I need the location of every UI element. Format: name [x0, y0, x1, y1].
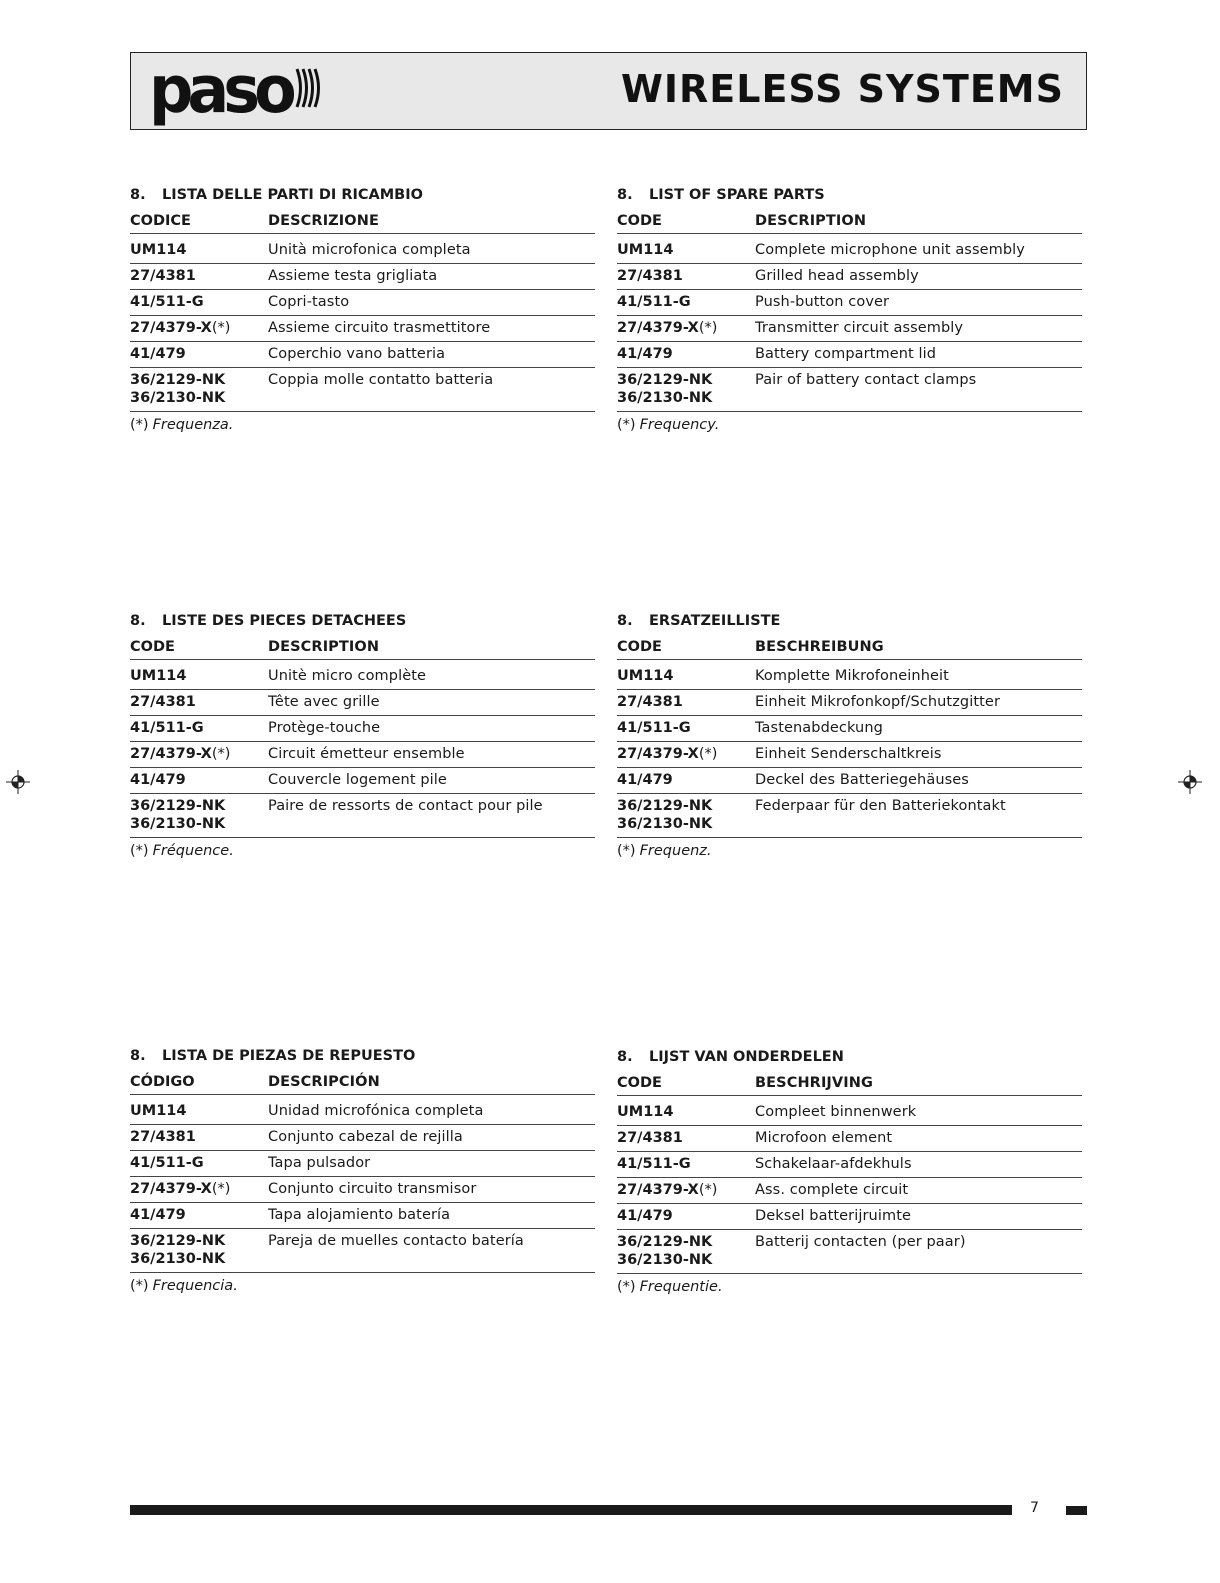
table-row — [617, 1152, 1082, 1178]
footnote-mark: (*) — [617, 1279, 636, 1295]
section-title — [130, 1045, 595, 1067]
description-cell: Tête avec grille — [268, 694, 380, 710]
footnote-mark: (*) — [617, 417, 636, 433]
code-cell — [617, 797, 755, 833]
part-code: 36/2129-NK — [130, 798, 226, 814]
description-cell: Unitè micro complète — [268, 668, 427, 684]
part-code: 41/511-G — [130, 1155, 204, 1171]
section-title-text: LISTE DES PIECES DETACHEES — [162, 613, 407, 629]
part-code: 27/4379-X — [617, 1182, 699, 1198]
code-cell — [617, 267, 755, 285]
footnote-text: Fréquence. — [152, 843, 234, 859]
column-header-code: CODE — [617, 213, 662, 229]
section-number: 8. — [130, 187, 146, 203]
code-cell — [617, 1207, 755, 1225]
part-code: 27/4379-X — [130, 746, 212, 762]
code-cell — [130, 241, 268, 259]
part-code: 36/2129-NK — [617, 798, 713, 814]
part-code: 36/2129-NK — [617, 372, 713, 388]
frequency-marker: (*) — [211, 746, 231, 762]
table-header — [130, 636, 595, 660]
part-code: 27/4381 — [130, 1129, 196, 1145]
code-cell — [617, 345, 755, 363]
description-cell: Deksel batterijruimte — [755, 1208, 912, 1224]
section-number: 8. — [617, 187, 633, 203]
description-cell: Pair of battery contact clamps — [755, 372, 977, 388]
description-cell: Microfoon element — [755, 1130, 893, 1146]
part-code: 41/511-G — [130, 720, 204, 736]
footnote-text: Frequenza. — [152, 417, 234, 433]
description-cell: Tastenabdeckung — [755, 720, 883, 736]
part-code-secondary: 36/2130-NK — [617, 390, 713, 406]
code-cell — [130, 267, 268, 285]
code-cell — [617, 667, 755, 685]
column-header-code: CÓDIGO — [130, 1074, 195, 1090]
part-code: 36/2129-NK — [130, 372, 226, 388]
code-cell — [130, 293, 268, 311]
spare-parts-section — [617, 184, 1082, 434]
section-number: 8. — [617, 613, 633, 629]
table-row — [617, 1126, 1082, 1152]
column-header-description: BESCHREIBUNG — [755, 639, 884, 655]
table-row — [130, 316, 595, 342]
logo-wordmark: paso — [149, 51, 291, 128]
code-cell — [617, 745, 755, 763]
table-row — [617, 690, 1082, 716]
part-code: 41/479 — [130, 772, 186, 788]
column-header-code: CODE — [130, 639, 175, 655]
description-cell: Conjunto cabezal de rejilla — [268, 1129, 463, 1145]
footnote-mark: (*) — [130, 843, 149, 859]
table-row — [617, 794, 1082, 838]
footer-bar — [130, 1505, 1012, 1515]
footnote-text: Frequencia. — [152, 1278, 238, 1294]
part-code: 41/511-G — [617, 1156, 691, 1172]
table-row — [130, 290, 595, 316]
footnote-text: Frequency. — [639, 417, 720, 433]
table-row — [130, 1151, 595, 1177]
footnote — [130, 1277, 595, 1295]
table-row — [130, 742, 595, 768]
table-row — [130, 716, 595, 742]
column-header-description: DESCRIZIONE — [268, 213, 379, 229]
description-cell: Coppia molle contatto batteria — [268, 372, 494, 388]
part-code: 41/479 — [130, 346, 186, 362]
footnote — [617, 842, 1082, 860]
description-cell: Assieme circuito trasmettitore — [268, 320, 491, 336]
table-header — [617, 1072, 1082, 1096]
column-header-description: BESCHRIJVING — [755, 1075, 873, 1091]
section-number: 8. — [130, 1048, 146, 1064]
table-row — [130, 368, 595, 412]
table-row — [130, 690, 595, 716]
frequency-marker: (*) — [698, 746, 718, 762]
description-cell: Circuit émetteur ensemble — [268, 746, 465, 762]
description-cell: Paire de ressorts de contact pour pile — [268, 798, 543, 814]
description-cell: Complete microphone unit assembly — [755, 242, 1025, 258]
table-row — [617, 264, 1082, 290]
code-cell — [617, 1103, 755, 1121]
code-cell — [617, 1129, 755, 1147]
description-cell: Ass. complete circuit — [755, 1182, 909, 1198]
table-row — [130, 794, 595, 838]
part-code: UM114 — [617, 242, 674, 258]
code-cell — [617, 771, 755, 789]
code-cell — [130, 667, 268, 685]
section-title-text: LIJST VAN ONDERDELEN — [649, 1049, 844, 1065]
section-title — [617, 1046, 1082, 1068]
part-code: 27/4381 — [617, 694, 683, 710]
part-code: 41/511-G — [617, 294, 691, 310]
footnote-mark: (*) — [130, 1278, 149, 1294]
description-cell: Batterij contacten (per paar) — [755, 1234, 966, 1250]
table-row — [130, 664, 595, 690]
part-code: 27/4381 — [617, 1130, 683, 1146]
code-cell — [130, 771, 268, 789]
code-cell — [130, 1180, 268, 1198]
section-title-text: ERSATZEILLISTE — [649, 613, 781, 629]
table-row — [130, 1125, 595, 1151]
code-cell — [617, 1233, 755, 1269]
code-cell — [617, 371, 755, 407]
part-code: UM114 — [130, 668, 187, 684]
description-cell: Schakelaar-afdekhuls — [755, 1156, 912, 1172]
code-cell — [617, 719, 755, 737]
code-cell — [130, 345, 268, 363]
description-cell: Conjunto circuito transmisor — [268, 1181, 477, 1197]
section-title-text: LISTA DE PIEZAS DE REPUESTO — [162, 1048, 416, 1064]
part-code: 27/4381 — [617, 268, 683, 284]
code-cell — [130, 1154, 268, 1172]
section-number: 8. — [617, 1049, 633, 1065]
table-row — [130, 768, 595, 794]
registration-mark-icon — [6, 770, 30, 794]
part-code: UM114 — [617, 1104, 674, 1120]
page-header — [130, 52, 1087, 130]
part-code: 27/4379-X — [617, 746, 699, 762]
part-code: 41/479 — [130, 1207, 186, 1223]
spare-parts-section — [617, 610, 1082, 860]
table-row — [130, 342, 595, 368]
description-cell: Compleet binnenwerk — [755, 1104, 917, 1120]
part-code: 41/479 — [617, 1208, 673, 1224]
part-code: 36/2129-NK — [130, 1233, 226, 1249]
table-row — [617, 290, 1082, 316]
table-row — [130, 1177, 595, 1203]
code-cell — [617, 1181, 755, 1199]
table-header — [130, 210, 595, 234]
code-cell — [130, 1102, 268, 1120]
table-row — [130, 264, 595, 290]
table-row — [617, 316, 1082, 342]
part-code: UM114 — [617, 668, 674, 684]
footnote — [130, 842, 595, 860]
footnote — [617, 1278, 1082, 1296]
frequency-marker: (*) — [698, 320, 718, 336]
footnote-text: Frequentie. — [639, 1279, 723, 1295]
column-header-description: DESCRIPTION — [268, 639, 380, 655]
code-cell — [617, 319, 755, 337]
code-cell — [130, 319, 268, 337]
table-row — [617, 664, 1082, 690]
section-number: 8. — [130, 613, 146, 629]
part-code: 41/511-G — [617, 720, 691, 736]
code-cell — [130, 1232, 268, 1268]
part-code: 36/2129-NK — [617, 1234, 713, 1250]
description-cell: Couvercle logement pile — [268, 772, 447, 788]
code-cell — [130, 1206, 268, 1224]
description-cell: Tapa pulsador — [268, 1155, 371, 1171]
section-title — [130, 184, 595, 206]
table-row — [617, 1230, 1082, 1274]
part-code: 27/4379-X — [130, 320, 212, 336]
part-code: UM114 — [130, 242, 187, 258]
table-row — [130, 238, 595, 264]
section-title — [130, 610, 595, 632]
footnote — [130, 416, 595, 434]
description-cell: Copri-tasto — [268, 294, 350, 310]
description-cell: Unidad microfónica completa — [268, 1103, 484, 1119]
description-cell: Grilled head assembly — [755, 268, 919, 284]
description-cell: Coperchio vano batteria — [268, 346, 446, 362]
table-row — [617, 368, 1082, 412]
table-row — [617, 716, 1082, 742]
column-header-code: CODE — [617, 639, 662, 655]
section-title — [617, 184, 1082, 206]
frequency-marker: (*) — [698, 1182, 718, 1198]
table-row — [617, 1204, 1082, 1230]
sound-waves-icon — [295, 65, 325, 111]
footnote-mark: (*) — [130, 417, 149, 433]
column-header-code: CODE — [617, 1075, 662, 1091]
description-cell: Tapa alojamiento batería — [268, 1207, 451, 1223]
part-code: 27/4381 — [130, 268, 196, 284]
description-cell: Deckel des Batteriegehäuses — [755, 772, 969, 788]
code-cell — [130, 719, 268, 737]
description-cell: Transmitter circuit assembly — [755, 320, 964, 336]
column-header-code: CODICE — [130, 213, 191, 229]
paso-logo — [149, 51, 325, 128]
code-cell — [130, 371, 268, 407]
part-code-secondary: 36/2130-NK — [130, 390, 226, 406]
description-cell: Battery compartment lid — [755, 346, 937, 362]
code-cell — [617, 693, 755, 711]
part-code: 41/511-G — [130, 294, 204, 310]
description-cell: Einheit Senderschaltkreis — [755, 746, 942, 762]
code-cell — [130, 1128, 268, 1146]
description-cell: Push-button cover — [755, 294, 890, 310]
table-row — [130, 1203, 595, 1229]
section-title — [617, 610, 1082, 632]
table-header — [130, 1071, 595, 1095]
code-cell — [617, 1155, 755, 1173]
frequency-marker: (*) — [211, 1181, 231, 1197]
part-code-secondary: 36/2130-NK — [617, 816, 713, 832]
spare-parts-section — [130, 184, 595, 434]
part-code: 27/4379-X — [130, 1181, 212, 1197]
table-row — [617, 768, 1082, 794]
footnote — [617, 416, 1082, 434]
table-row — [130, 1099, 595, 1125]
spare-parts-section — [617, 1046, 1082, 1296]
description-cell: Unità microfonica completa — [268, 242, 471, 258]
part-code: 27/4381 — [130, 694, 196, 710]
footer-block — [1066, 1506, 1087, 1515]
section-title-text: LIST OF SPARE PARTS — [649, 187, 825, 203]
code-cell — [617, 241, 755, 259]
table-header — [617, 636, 1082, 660]
code-cell — [617, 293, 755, 311]
part-code-secondary: 36/2130-NK — [130, 1251, 226, 1267]
description-cell: Federpaar für den Batteriekontakt — [755, 798, 1006, 814]
table-row — [617, 1178, 1082, 1204]
table-row — [130, 1229, 595, 1273]
description-cell: Pareja de muelles contacto batería — [268, 1233, 524, 1249]
part-code: 41/479 — [617, 772, 673, 788]
table-header — [617, 210, 1082, 234]
description-cell: Protège-touche — [268, 720, 381, 736]
code-cell — [130, 693, 268, 711]
registration-mark-icon — [1178, 770, 1202, 794]
frequency-marker: (*) — [211, 320, 231, 336]
page-title: WIRELESS SYSTEMS — [620, 67, 1064, 111]
code-cell — [130, 745, 268, 763]
footnote-mark: (*) — [617, 843, 636, 859]
column-header-description: DESCRIPTION — [755, 213, 867, 229]
description-cell: Einheit Mikrofonkopf/Schutzgitter — [755, 694, 1001, 710]
part-code: 27/4379-X — [617, 320, 699, 336]
part-code: 41/479 — [617, 346, 673, 362]
spare-parts-section — [130, 1045, 595, 1295]
part-code: UM114 — [130, 1103, 187, 1119]
section-title-text: LISTA DELLE PARTI DI RICAMBIO — [162, 187, 423, 203]
description-cell: Assieme testa grigliata — [268, 268, 438, 284]
page-number: 7 — [1030, 1500, 1039, 1516]
code-cell — [130, 797, 268, 833]
part-code-secondary: 36/2130-NK — [130, 816, 226, 832]
description-cell: Komplette Mikrofoneinheit — [755, 668, 949, 684]
table-row — [617, 342, 1082, 368]
table-row — [617, 742, 1082, 768]
part-code-secondary: 36/2130-NK — [617, 1252, 713, 1268]
footnote-text: Frequenz. — [639, 843, 712, 859]
table-row — [617, 238, 1082, 264]
spare-parts-section — [130, 610, 595, 860]
column-header-description: DESCRIPCIÓN — [268, 1074, 380, 1090]
table-row — [617, 1100, 1082, 1126]
